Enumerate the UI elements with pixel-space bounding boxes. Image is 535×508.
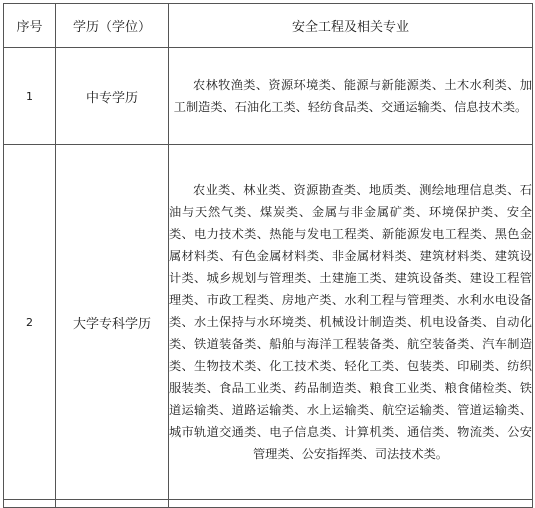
majors-table: [3, 3, 533, 508]
table-row: [4, 48, 533, 145]
row-serial-number: 2: [4, 145, 56, 500]
majors-text: 农业类、林业类、资源勘查类、地质类、测绘地理信息类、石油与天然气类、煤炭类、金属与非金属矿类、环境保护类、安全类、电力技术类、热能与发电工程类、新能源发电工程类、黑色金属材料类、有色金属材料类、非金属材料类、建筑材料类、建筑设计类、城乡规划与管理类、土建施工类、建筑设备类、建设工程管理类、市政工程类、房地产类、水利工程与管理类、水利水电设备类、水土保持与水环境类、机械设计制造类、机电设备类、自动化类、铁道装备类、船舶与海洋工程装备类、航空装备类、汽车制造类、生物技术类、化工技术类、轻化工类、包装类、印刷类、纺织服装类、食品工业类、药品制造类、粮食工业类、粮食储检类、铁道运输类、道路运输类、水上运输类、航空运输类、管道运输类、城市轨道交通类、电子信息类、计算机类、通信类、物流类、公安管理类、公安指挥类、司法技术类。: [169, 183, 532, 461]
header-serial-number: 序号: [4, 4, 56, 48]
table-row: [4, 145, 533, 500]
header-safety-engineering-majors: 安全工程及相关专业: [169, 4, 533, 48]
row-education-level: 大学专科学历: [56, 145, 169, 500]
row-majors-list: [169, 48, 533, 145]
row-serial-number: 1: [4, 48, 56, 145]
row-education-level: 中专学历: [56, 48, 169, 145]
row-majors-list: [169, 145, 533, 500]
table-row-partial: [4, 500, 533, 508]
table-header-row: [4, 4, 533, 48]
majors-text: 农林牧渔类、资源环境类、能源与新能源类、土木水利类、加工制造类、石油化工类、轻纺食品类、交通运输类、信息技术类。: [173, 78, 532, 114]
header-education-degree: 学历（学位）: [56, 4, 169, 48]
